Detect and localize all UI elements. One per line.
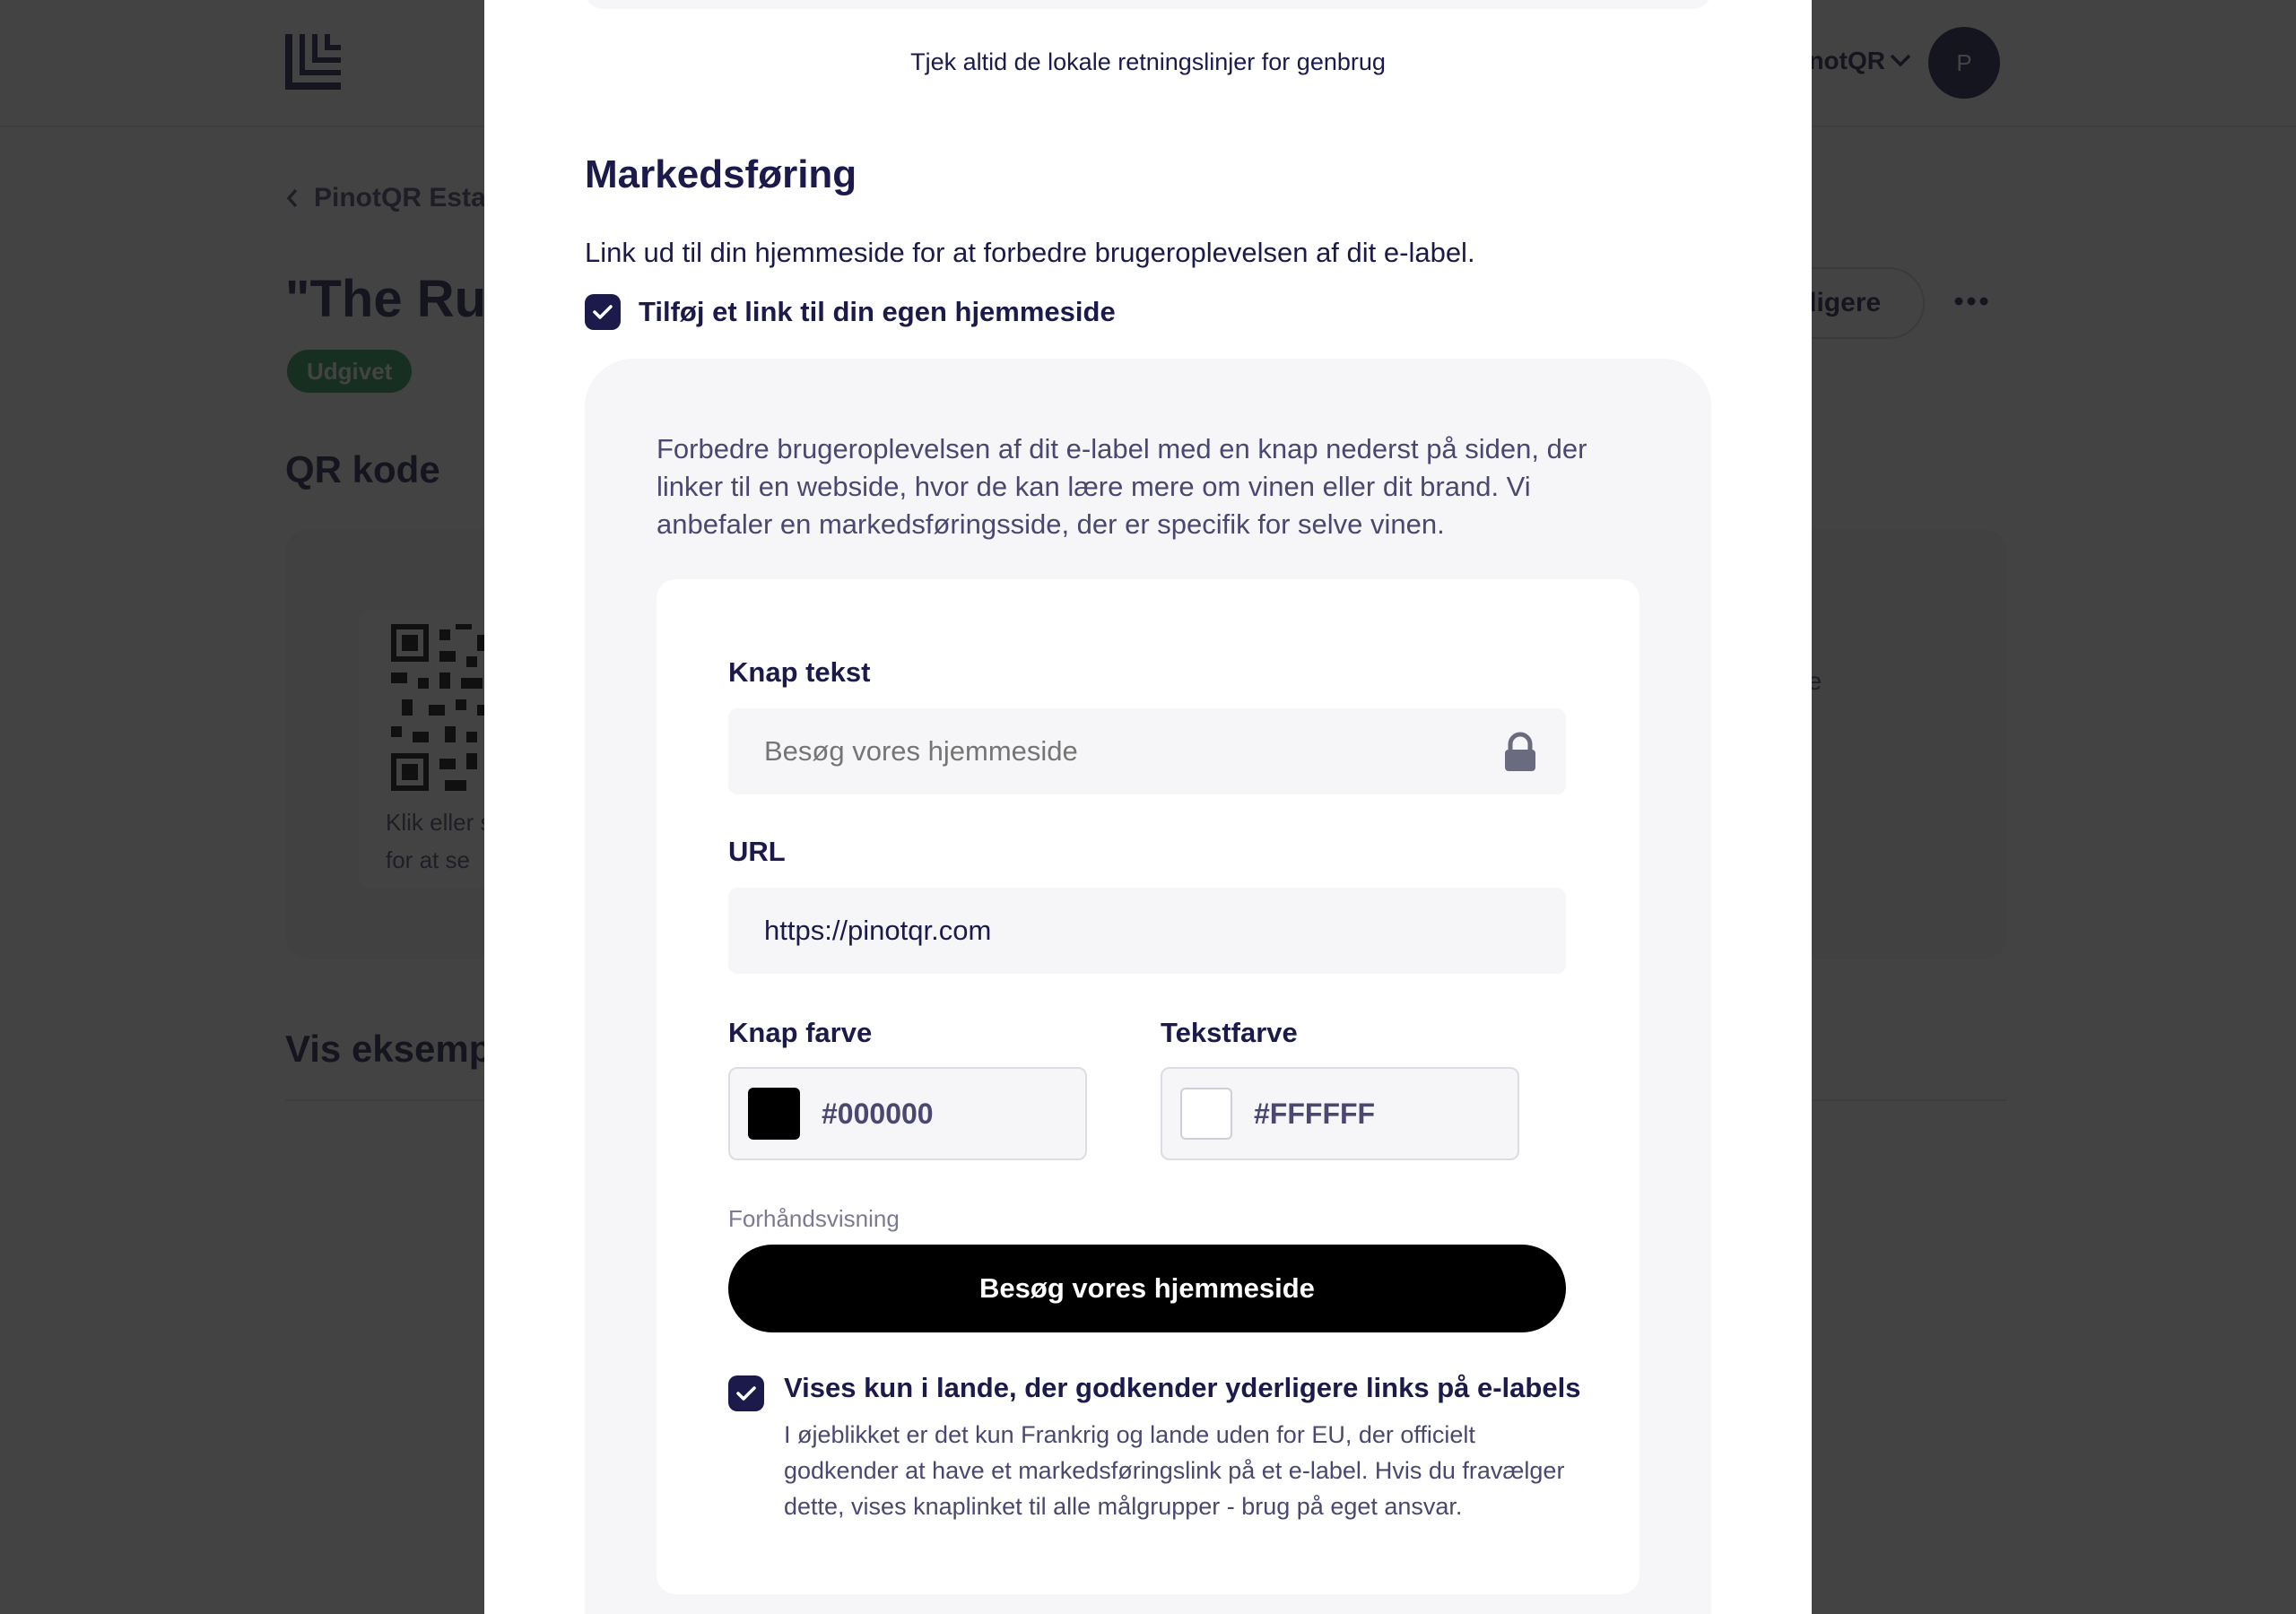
- restrict-countries-checkbox[interactable]: [728, 1375, 764, 1411]
- marketing-heading: Markedsføring: [585, 152, 857, 196]
- button-color-label: Knap farve: [728, 1017, 873, 1048]
- preview-label: Forhåndsvisning: [728, 1205, 900, 1232]
- recycling-note: Tjek altid de lokale retningslinjer for genbrug: [910, 48, 1386, 75]
- restrict-countries-description: I øjeblikket er det kun Frankrig og lande uden for EU, der officielt godkender at have et markedsføringslink på et e-label. Hvis du fravælger dette, vises knaplinket til alle målgrupper - brug på eget ansvar.: [784, 1421, 1565, 1520]
- text-color-label: Tekstfarve: [1161, 1017, 1298, 1048]
- button-color-input[interactable]: [728, 1067, 1087, 1160]
- button-color-swatch[interactable]: [748, 1088, 800, 1140]
- text-color-swatch[interactable]: [1180, 1088, 1232, 1140]
- button-color-value[interactable]: #000000: [822, 1097, 934, 1130]
- lock-icon: [1501, 732, 1539, 773]
- add-link-label[interactable]: Tilføj et link til din egen hjemmeside: [639, 296, 1116, 327]
- button-text-label: Knap tekst: [728, 656, 871, 688]
- restrict-countries-label[interactable]: Vises kun i lande, der godkender yderligere links på e-labels: [784, 1372, 1581, 1403]
- button-text-input[interactable]: [728, 708, 1566, 794]
- preview-website-button[interactable]: Besøg vores hjemmeside: [728, 1245, 1566, 1332]
- marketing-description: Forbedre brugeroplevelsen af dit e-label med en knap nederst på siden, der linker til en webside, hvor de kan lære mere om vinen eller dit brand. Vi anbefaler en markedsføringsside, der er specifik for selve vinen.: [657, 433, 1587, 540]
- checkmark-icon: [735, 1384, 757, 1402]
- marketing-intro: Link ud til din hjemmeside for at forbedre brugeroplevelsen af dit e-label.: [585, 237, 1475, 268]
- text-color-value[interactable]: #FFFFFF: [1254, 1097, 1376, 1130]
- url-label: URL: [728, 836, 786, 867]
- text-color-input[interactable]: [1161, 1067, 1519, 1160]
- url-input[interactable]: https://pinotqr.com: [728, 888, 1566, 974]
- marketing-settings: [484, 0, 1812, 1614]
